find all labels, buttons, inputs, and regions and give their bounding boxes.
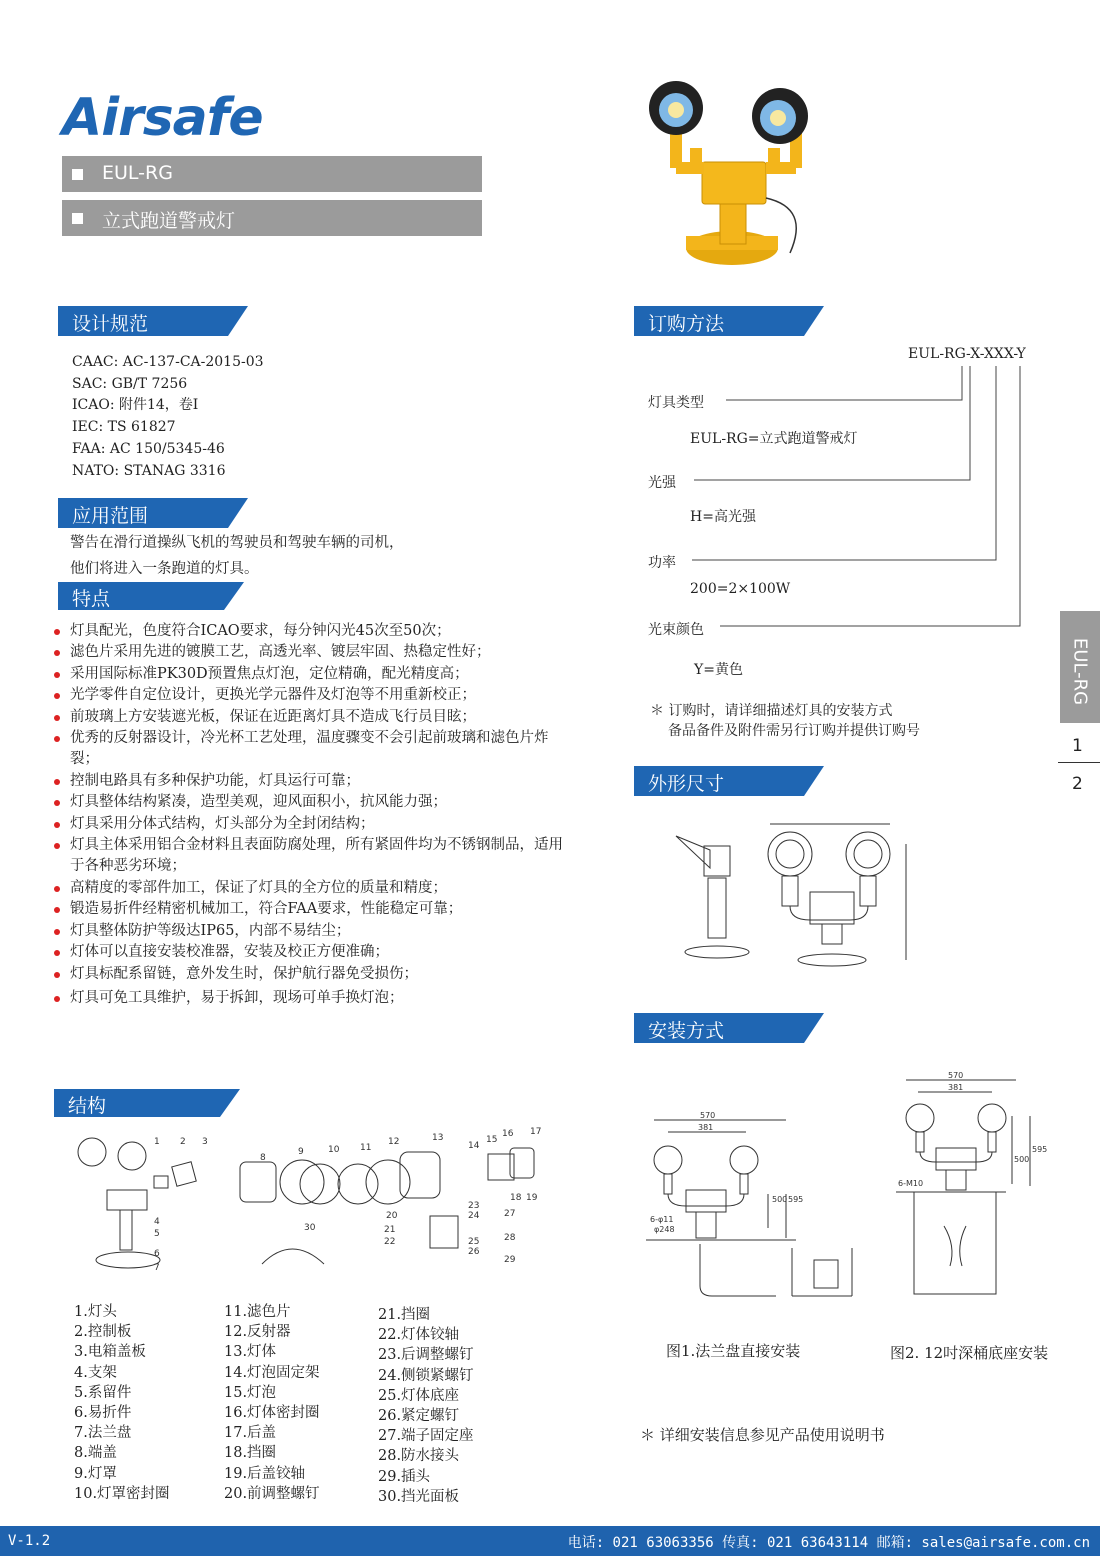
part-item: 22.灯体铰轴: [378, 1327, 460, 1344]
spec-line: FAA: AC 150/5345-46: [72, 440, 225, 457]
dim-bolt-holes: 6-φ11: [650, 1215, 674, 1224]
part-item: 29.插头: [378, 1468, 431, 1485]
section-design-title: 设计规范: [72, 313, 149, 335]
spec-line: IEC: TS 61827: [72, 419, 176, 436]
part-item: 5.系留件: [74, 1384, 132, 1401]
figure-2-caption: 图2. 12吋深桶底座安装: [890, 1344, 1049, 1362]
spec-line: SAC: GB/T 7256: [72, 375, 188, 392]
dim-595: 595: [788, 1195, 804, 1204]
order-note-1: ＊ 订购时，请详细描述灯具的安装方式: [650, 703, 893, 719]
page-total: 2: [1072, 774, 1083, 794]
part-item: 7.法兰盘: [74, 1425, 132, 1442]
part-item: 28.防水接头: [378, 1448, 460, 1465]
svg-text:26: 26: [468, 1247, 480, 1257]
parts-column-1: [74, 1302, 170, 1504]
application-line: 警告在滑行道操纵飞机的驾驶员和驾驶车辆的司机，: [70, 535, 404, 551]
section-dimensions-header: [634, 766, 824, 796]
feature-item: 锻造易折件经精密机械加工，符合FAA要求，性能稳定可靠；: [54, 899, 574, 920]
section-installation-header: [634, 1013, 824, 1043]
section-application-title: 应用范围: [72, 505, 149, 527]
parts-column-2: [224, 1302, 320, 1504]
spec-line: NATO: STANAG 3316: [72, 462, 226, 479]
order-value-power: 200=2×100W: [690, 581, 791, 597]
airsafe-logo: Airsafe: [62, 88, 263, 148]
order-note-2: 备品备件及附件需另行订购并提供订购号: [668, 723, 920, 739]
application-text: [70, 530, 404, 582]
part-item: 14.灯泡固定架: [224, 1364, 320, 1381]
svg-text:16: 16: [502, 1129, 514, 1139]
svg-text:12: 12: [388, 1137, 400, 1147]
part-item: 21.挡圈: [378, 1307, 431, 1323]
part-item: 1.灯头: [74, 1304, 117, 1320]
part-item: 20.前调整螺钉: [224, 1485, 320, 1502]
svg-text:30: 30: [304, 1223, 316, 1233]
page-number: 1: [1072, 736, 1083, 756]
dim-pcd: φ248: [654, 1225, 675, 1234]
feature-item: 光学零件自定位设计，更换光学元器件及灯泡等不用重新校正；: [54, 685, 574, 706]
svg-text:13: 13: [432, 1133, 444, 1143]
page-divider: [1058, 762, 1100, 763]
exploded-structure-diagram: [62, 1124, 552, 1294]
part-item: 2.控制板: [74, 1324, 132, 1341]
parts-column-3: [378, 1305, 474, 1507]
part-item: 10.灯罩密封圈: [74, 1485, 170, 1502]
part-item: 15.灯泡: [224, 1384, 277, 1401]
svg-text:9: 9: [298, 1147, 304, 1157]
svg-text:11: 11: [360, 1143, 372, 1153]
svg-text:21: 21: [384, 1225, 396, 1235]
svg-text:3: 3: [202, 1137, 208, 1147]
feature-item: 灯具标配系留链，意外发生时，保护航行器免受损伤；: [54, 964, 574, 985]
part-item: 4.支架: [74, 1364, 117, 1381]
part-item: 24.侧锁紧螺钉: [378, 1367, 474, 1384]
order-label-intensity: 光强: [648, 475, 676, 491]
part-item: 23.后调整螺钉: [378, 1347, 474, 1364]
feature-item: 灯具配光，色度符合ICAO要求，每分钟闪光45次至50次；: [54, 621, 574, 642]
svg-text:8: 8: [260, 1153, 266, 1163]
side-tab: [1060, 611, 1100, 723]
product-name: 立式跑道警戒灯: [102, 210, 236, 232]
dim-381: 381: [698, 1123, 714, 1132]
feature-item: 控制电路具有多种保护功能，灯具运行可靠；: [54, 771, 574, 792]
dim-bolt-thread: 6-M10: [898, 1179, 924, 1188]
svg-text:27: 27: [504, 1209, 516, 1219]
order-label-color: 光束颜色: [648, 622, 704, 638]
svg-text:23: 23: [468, 1201, 480, 1211]
part-item: 6.易折件: [74, 1405, 132, 1422]
application-line: 他们将进入一条跑道的灯具。: [70, 561, 259, 577]
part-item: 13.灯体: [224, 1344, 277, 1361]
section-ordering-title: 订购方法: [648, 313, 725, 335]
section-features-title: 特点: [72, 588, 111, 610]
feature-item: 灯具整体结构紧凑，造型美观，迎风面积小，抗风能力强；: [54, 792, 574, 813]
square-bullet-icon: [72, 169, 83, 180]
dim-570: 570: [700, 1111, 716, 1120]
dim-500: 500: [772, 1195, 788, 1204]
side-tab-label: EUL-RG: [1069, 637, 1091, 706]
part-item: 26.紧定螺钉: [378, 1408, 460, 1425]
svg-text:6: 6: [154, 1249, 160, 1259]
spec-line: ICAO: 附件14，卷I: [72, 397, 199, 414]
svg-text:17: 17: [530, 1127, 542, 1137]
svg-text:28: 28: [504, 1233, 516, 1243]
section-application-header: [58, 498, 248, 528]
dim-570: 570: [948, 1071, 964, 1080]
model-code: EUL-RG: [102, 162, 173, 184]
svg-text:4: 4: [154, 1217, 160, 1227]
part-item: 17.后盖: [224, 1425, 277, 1442]
feature-item: 优秀的反射器设计，冷光杯工艺处理，温度骤变不会引起前玻璃和滤色片炸裂；: [54, 728, 574, 771]
dim-595: 595: [1032, 1145, 1048, 1154]
part-item: 3.电箱盖板: [74, 1344, 146, 1361]
model-bar: [62, 156, 482, 192]
section-installation-title: 安装方式: [648, 1020, 725, 1042]
feature-item: 灯体可以直接安装校准器，安装及校正方便准确；: [54, 942, 574, 963]
deep-can-mount-drawing: [896, 1066, 1076, 1306]
section-structure-header: [54, 1089, 240, 1117]
svg-text:25: 25: [468, 1237, 480, 1247]
product-photo: [640, 78, 830, 278]
order-label-power: 功率: [648, 555, 676, 571]
svg-text:15: 15: [486, 1135, 498, 1145]
svg-text:1: 1: [154, 1137, 160, 1147]
section-structure-title: 结构: [68, 1095, 107, 1117]
svg-text:19: 19: [526, 1193, 538, 1203]
section-design-header: [58, 306, 248, 336]
svg-text:18: 18: [510, 1193, 522, 1203]
part-item: 12.反射器: [224, 1324, 291, 1341]
square-bullet-icon: [72, 213, 83, 224]
part-item: 18.挡圈: [224, 1445, 277, 1462]
design-spec-list: [72, 352, 264, 482]
svg-text:10: 10: [328, 1145, 340, 1155]
svg-text:5: 5: [154, 1229, 160, 1239]
section-features-header: [58, 582, 244, 610]
feature-item: 灯具可免工具维护，易于拆卸，现场可单手换灯泡；: [54, 988, 574, 1009]
section-dimensions-title: 外形尺寸: [648, 773, 725, 795]
order-label-type: 灯具类型: [648, 395, 704, 411]
footer-contact: 电话: 021 63063356 传真: 021 63643114 邮箱: sales@airsafe.com.cn: [567, 1535, 1090, 1551]
order-value-intensity: H=高光强: [690, 509, 756, 525]
svg-text:14: 14: [468, 1141, 480, 1151]
feature-item: 灯具采用分体式结构，灯头部分为全封闭结构；: [54, 814, 574, 835]
footer-version: V-1.2: [8, 1533, 51, 1549]
part-item: 11.滤色片: [224, 1304, 291, 1320]
svg-text:29: 29: [504, 1255, 516, 1265]
section-ordering-header: [634, 306, 824, 336]
svg-text:7: 7: [154, 1263, 160, 1273]
part-item: 27.端子固定座: [378, 1428, 474, 1445]
dimension-drawing: [670, 820, 940, 970]
product-name-bar: [62, 200, 482, 236]
order-value-type: EUL-RG=立式跑道警戒灯: [690, 431, 858, 447]
feature-item: 滤色片采用先进的镀膜工艺，高透光率、镀层牢固、热稳定性好；: [54, 642, 574, 663]
footer-bar: [0, 1526, 1100, 1556]
feature-item: 灯具整体防护等级达IP65，内部不易结尘；: [54, 921, 574, 942]
dim-500: 500: [1014, 1155, 1030, 1164]
order-value-color: Y=黄色: [694, 662, 743, 678]
part-item: 16.灯体密封圈: [224, 1405, 320, 1422]
svg-text:22: 22: [384, 1237, 396, 1247]
order-code: EUL-RG-X-XXX-Y: [908, 346, 1026, 362]
svg-text:2: 2: [180, 1137, 186, 1147]
flange-mount-drawing: [646, 1110, 886, 1310]
part-item: 8.端盖: [74, 1445, 117, 1462]
features-list: [54, 621, 574, 1009]
spec-line: CAAC: AC-137-CA-2015-03: [72, 354, 264, 370]
dim-381: 381: [948, 1083, 964, 1092]
feature-item: 采用国际标准PK30D预置焦点灯泡，定位精确，配光精度高；: [54, 664, 574, 685]
part-item: 30.挡光面板: [378, 1488, 460, 1505]
install-note: ＊ 详细安装信息参见产品使用说明书: [640, 1426, 885, 1444]
feature-item: 灯具主体采用铝合金材料且表面防腐处理，所有紧固件均为不锈钢制品，适用于各种恶劣环境；: [54, 835, 574, 878]
feature-item: 高精度的零部件加工，保证了灯具的全方位的质量和精度；: [54, 878, 574, 899]
svg-text:20: 20: [386, 1211, 398, 1221]
part-item: 19.后盖铰轴: [224, 1465, 306, 1482]
svg-text:24: 24: [468, 1211, 480, 1221]
feature-item: 前玻璃上方安装遮光板，保证在近距离灯具不造成飞行员目眩；: [54, 707, 574, 728]
part-item: 9.灯罩: [74, 1465, 117, 1482]
part-item: 25.灯体底座: [378, 1387, 460, 1404]
figure-1-caption: 图1.法兰盘直接安装: [666, 1342, 801, 1360]
